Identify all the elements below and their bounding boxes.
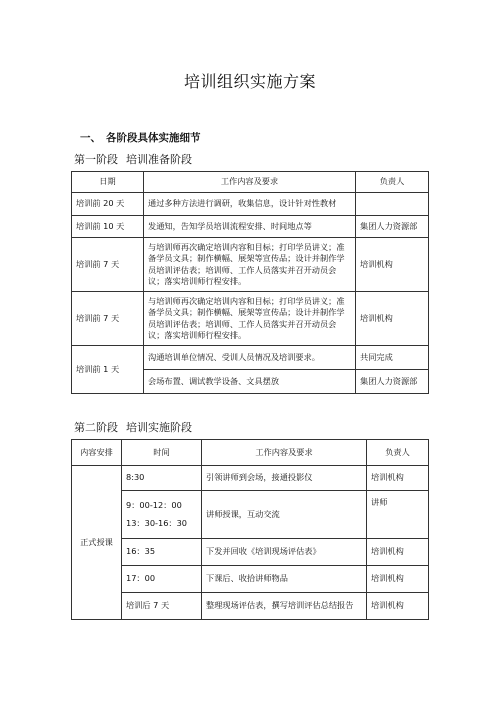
stage1-heading <box>74 151 192 167</box>
stage2-header-time: 时间 <box>122 440 202 466</box>
row-owner: 培训机构 <box>367 593 429 620</box>
row-date: 培训前 20 天 <box>72 193 144 216</box>
row-content: 整理现场评估表，撰写培训评估总结报告 <box>202 593 367 620</box>
stage2-header-row <box>72 440 429 466</box>
row-content: 沟通培训单位情况、受训人员情况及培训要求。 <box>144 346 356 370</box>
table-row <box>72 491 429 539</box>
stage2-header-owner: 负责人 <box>367 440 429 466</box>
row-owner: 培训机构 <box>367 566 429 593</box>
row-time: 16：35 <box>122 539 202 566</box>
row-content: 与培训师再次确定培训内容和目标；打印学员讲义；准备学员文具；制作横幅、展架等宣传品；设计并制作学员培训评估表；培训师、工作人员落实并召开动员会议；落实培训师行程安排。 <box>144 238 356 292</box>
row-owner: 集团人力资源部 <box>356 216 429 238</box>
row-owner: 培训机构 <box>367 539 429 566</box>
row-content: 发通知，告知学员培训流程安排、时间地点等 <box>144 216 356 238</box>
row-content: 通过多种方法进行调研，收集信息，设计针对性教材 <box>144 193 356 216</box>
row-owner <box>356 193 429 216</box>
stage2-heading <box>74 419 192 435</box>
table-row <box>72 238 429 292</box>
table-row <box>72 566 429 593</box>
row-time <box>122 491 202 539</box>
row-time: 8:30 <box>122 466 202 491</box>
table-row <box>72 466 429 491</box>
row-time: 17：00 <box>122 566 202 593</box>
stage2-header-content: 工作内容及要求 <box>202 440 367 466</box>
row-date: 培训前 7 天 <box>72 292 144 346</box>
row-date: 培训前 10 天 <box>72 216 144 238</box>
row-owner: 共同完成 <box>356 346 429 370</box>
stage2-name: 第二阶段 <box>74 421 118 434</box>
row-owner: 讲师 <box>367 491 429 539</box>
row-time-afternoon: 13：30-16：30 <box>126 518 188 528</box>
row-owner: 培训机构 <box>356 238 429 292</box>
row-content: 下课后、收拾讲师物品 <box>202 566 367 593</box>
stage1-header-content: 工作内容及要求 <box>144 172 356 193</box>
section-label: 各阶段具体实施细节 <box>106 132 201 144</box>
row-owner: 集团人力资源部 <box>356 370 429 394</box>
stage1-header-owner: 负责人 <box>356 172 429 193</box>
stage2-table <box>71 439 429 620</box>
page-title: 培训组织实施方案 <box>183 72 316 91</box>
row-owner: 培训机构 <box>367 466 429 491</box>
stage2-header-arrangement: 内容安排 <box>72 440 122 466</box>
table-row <box>72 593 429 620</box>
group-label: 正式授课 <box>72 466 122 620</box>
stage1-table <box>71 171 429 394</box>
stage1-header-date: 日期 <box>72 172 144 193</box>
row-date: 培训前 7 天 <box>72 238 144 292</box>
table-row <box>72 216 429 238</box>
table-row <box>72 346 429 370</box>
row-content: 讲师授课，互动交流 <box>202 491 367 539</box>
stage2-subtitle: 培训实施阶段 <box>126 421 192 434</box>
row-date: 培训前 1 天 <box>72 346 144 394</box>
table-row <box>72 193 429 216</box>
table-row <box>72 292 429 346</box>
row-time: 培训后 7 天 <box>122 593 202 620</box>
section-number: 一、 <box>80 132 101 144</box>
row-time-morning: 9：00-12：00 <box>126 499 182 510</box>
row-content: 引领讲师到会场，接通投影仪 <box>202 466 367 491</box>
table-row <box>72 539 429 566</box>
row-content: 与培训师再次确定培训内容和目标；打印学员讲义；准备学员文具；制作横幅、展架等宣传品；设计并制作学员培训评估表；培训师、工作人员落实并召开动员会议；落实培训师行程安排。 <box>144 292 356 346</box>
stage1-header-row <box>72 172 429 193</box>
stage1-name: 第一阶段 <box>74 153 118 166</box>
section-heading <box>80 130 201 145</box>
stage1-subtitle: 培训准备阶段 <box>126 153 192 166</box>
row-content: 下发并回收《培训现场评估表》 <box>202 539 367 566</box>
row-content: 会场布置、调试教学设备、文具摆放 <box>144 370 356 394</box>
row-owner: 培训机构 <box>356 292 429 346</box>
